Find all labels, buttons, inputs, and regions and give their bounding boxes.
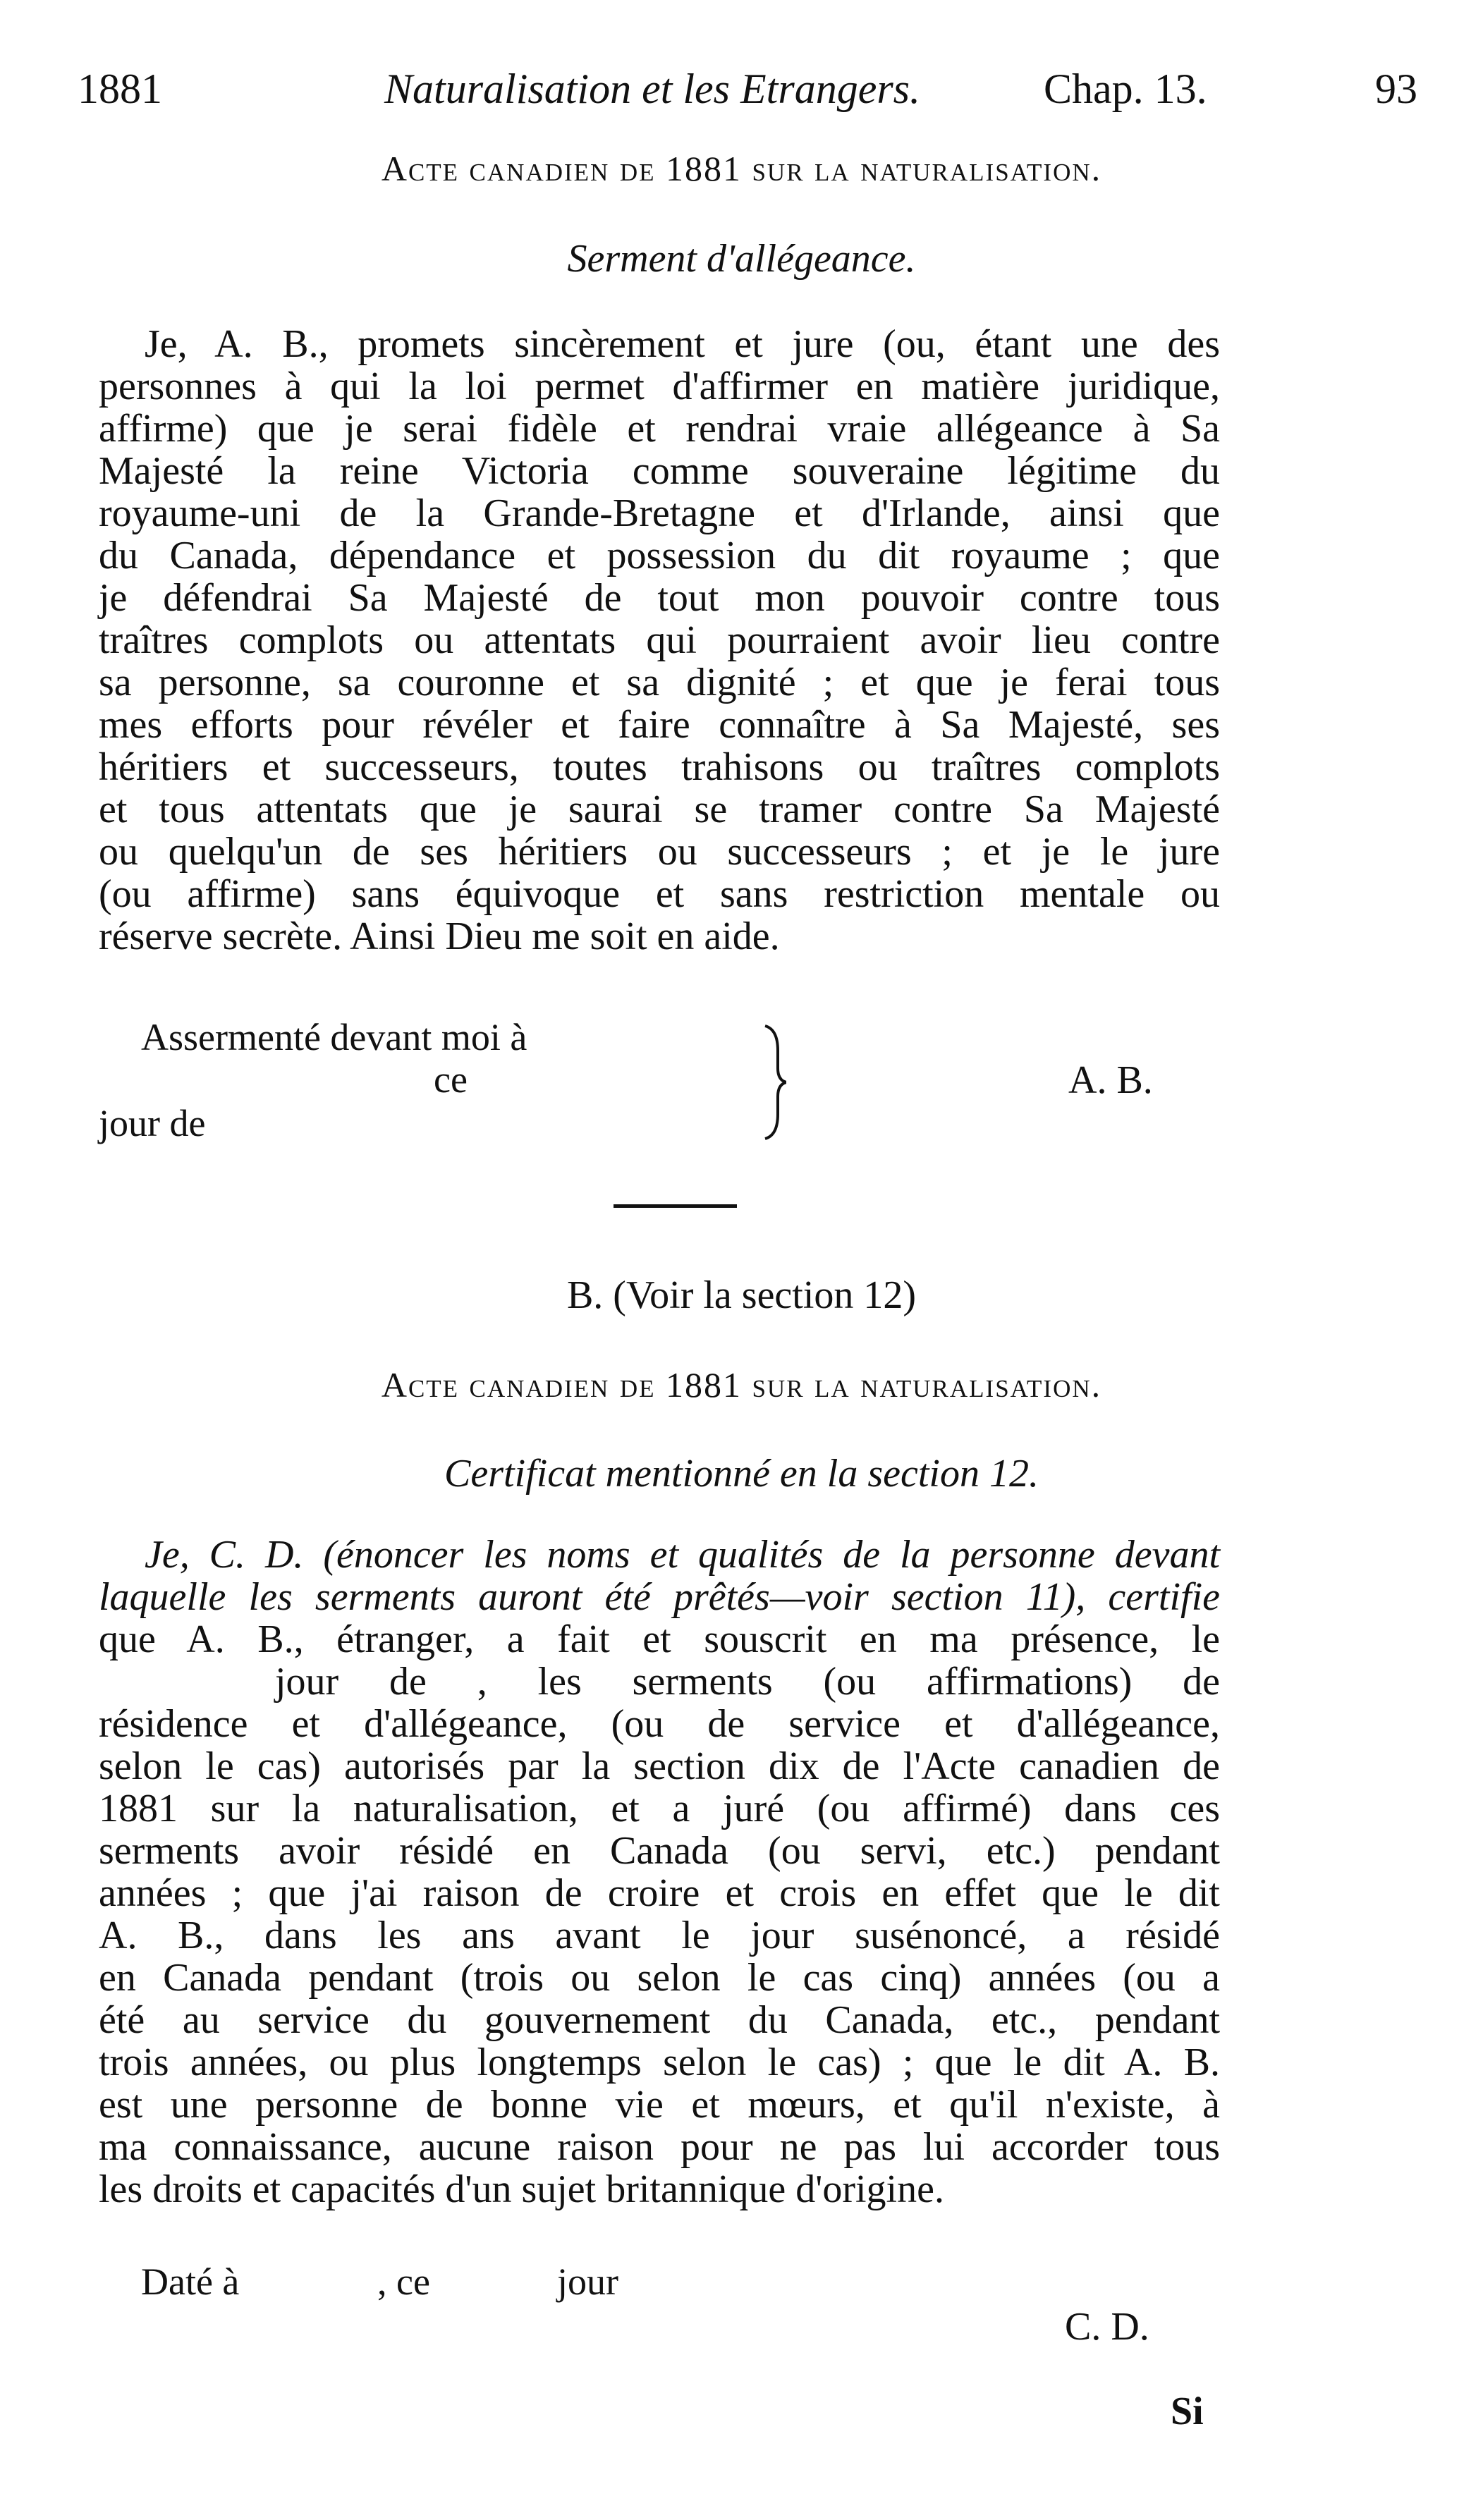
- certificate-line: années ; que j'ai raison de croire et crois en effet que le dit: [99, 1871, 1220, 1915]
- oath-line: je défendrai Sa Majesté de tout mon pouvoir contre tous: [99, 576, 1220, 620]
- oath-line: réserve secrète. Ainsi Dieu me soit en aide.: [99, 915, 780, 958]
- certificate-line: Je, C. D. (énoncer les noms et qualités de la personne devant: [145, 1533, 1220, 1577]
- header-chapter: Chap. 13.: [1044, 66, 1207, 112]
- act-title-a: Acte canadien de 1881 sur la naturalisation.: [381, 149, 1102, 188]
- dated-jour-label: jour: [557, 2261, 618, 2303]
- certificate-line: été au service du gouvernement du Canada, etc., pendant: [99, 1998, 1220, 2042]
- oath-line: mes efforts pour révéler et faire connaître à Sa Majesté, ses: [99, 703, 1220, 747]
- act-title-b: Acte canadien de 1881 sur la naturalisation.: [381, 1365, 1102, 1405]
- certificate-line: en Canada pendant (trois ou selon le cas cinq) années (ou a: [99, 1956, 1220, 2000]
- sworn-ce-label: ce: [434, 1058, 468, 1101]
- oath-line: sa personne, sa couronne et sa dignité ; et que je ferai tous: [99, 661, 1220, 704]
- oath-line: du Canada, dépendance et possession du dit royaume ; que: [99, 534, 1220, 577]
- oath-line: royaume-uni de la Grande-Bretagne et d'Irlande, ainsi que: [99, 491, 1220, 535]
- oath-line: héritiers et successeurs, toutes trahisons ou traîtres complots: [99, 745, 1220, 789]
- sworn-jour-label: jour de: [99, 1102, 206, 1144]
- dated-label: Daté à: [141, 2261, 240, 2303]
- oath-line: (ou affirme) sans équivoque et sans restriction mentale ou: [99, 872, 1220, 916]
- certificate-line: trois années, ou plus longtemps selon le cas) ; que le dit A. B.: [99, 2041, 1220, 2084]
- oath-line: traîtres complots ou attentats qui pourraient avoir lieu contre: [99, 618, 1220, 662]
- certificate-line: que A. B., étranger, a fait et souscrit en ma présence, le: [99, 1617, 1220, 1661]
- certificate-line: A. B., dans les ans avant le jour susénoncé, a résidé: [99, 1914, 1220, 1957]
- certificate-line: ma connaissance, aucune raison pour ne pas lui accorder tous: [99, 2125, 1220, 2169]
- certificate-line: résidence et d'allégeance, (ou de service et d'allégeance,: [99, 1702, 1220, 1746]
- oath-line: affirme) que je serai fidèle et rendrai vraie allégeance à Sa: [99, 407, 1220, 451]
- header-year: 1881: [78, 66, 162, 112]
- header-title: Naturalisation et les Etrangers.: [384, 66, 921, 112]
- oath-line: et tous attentats que je saurai se tramer contre Sa Majesté: [99, 788, 1220, 831]
- brace-icon: [758, 1022, 786, 1142]
- certificate-line: 1881 sur la naturalisation, et a juré (ou affirmé) dans ces: [99, 1787, 1220, 1830]
- certificate-line: laquelle les serments auront été prêtés—voir section 11), certifie: [99, 1575, 1220, 1619]
- oath-line: Je, A. B., promets sincèrement et jure (ou, étant une des: [145, 322, 1220, 366]
- sworn-before-label: Assermenté devant moi à: [141, 1016, 527, 1058]
- subtitle-b: Certificat mentionné en la section 12.: [444, 1452, 1039, 1496]
- dated-ce-label: , ce: [377, 2261, 430, 2303]
- signature-ab: A. B.: [1068, 1058, 1153, 1102]
- certificate-line: les droits et capacités d'un sujet britannique d'origine.: [99, 2167, 944, 2211]
- section-divider: [614, 1204, 737, 1208]
- form-b-heading: B. (Voir la section 12): [566, 1273, 917, 1317]
- page-number: 93: [1375, 66, 1417, 112]
- catchword: Si: [1171, 2390, 1204, 2433]
- signature-cd: C. D.: [1065, 2305, 1149, 2349]
- oath-line: personnes à qui la loi permet d'affirmer en matière juridique,: [99, 365, 1220, 408]
- oath-line: ou quelqu'un de ses héritiers ou successeurs ; et je le jure: [99, 830, 1220, 874]
- certificate-line: serments avoir résidé en Canada (ou servi, etc.) pendant: [99, 1829, 1220, 1873]
- certificate-line: selon le cas) autorisés par la section dix de l'Acte canadien de: [99, 1744, 1220, 1788]
- certificate-line: jour de , les serments (ou affirmations) de: [275, 1660, 1220, 1704]
- oath-line: Majesté la reine Victoria comme souveraine légitime du: [99, 449, 1220, 493]
- certificate-line: est une personne de bonne vie et mœurs, et qu'il n'existe, à: [99, 2083, 1220, 2127]
- subtitle-a: Serment d'allégeance.: [567, 237, 916, 281]
